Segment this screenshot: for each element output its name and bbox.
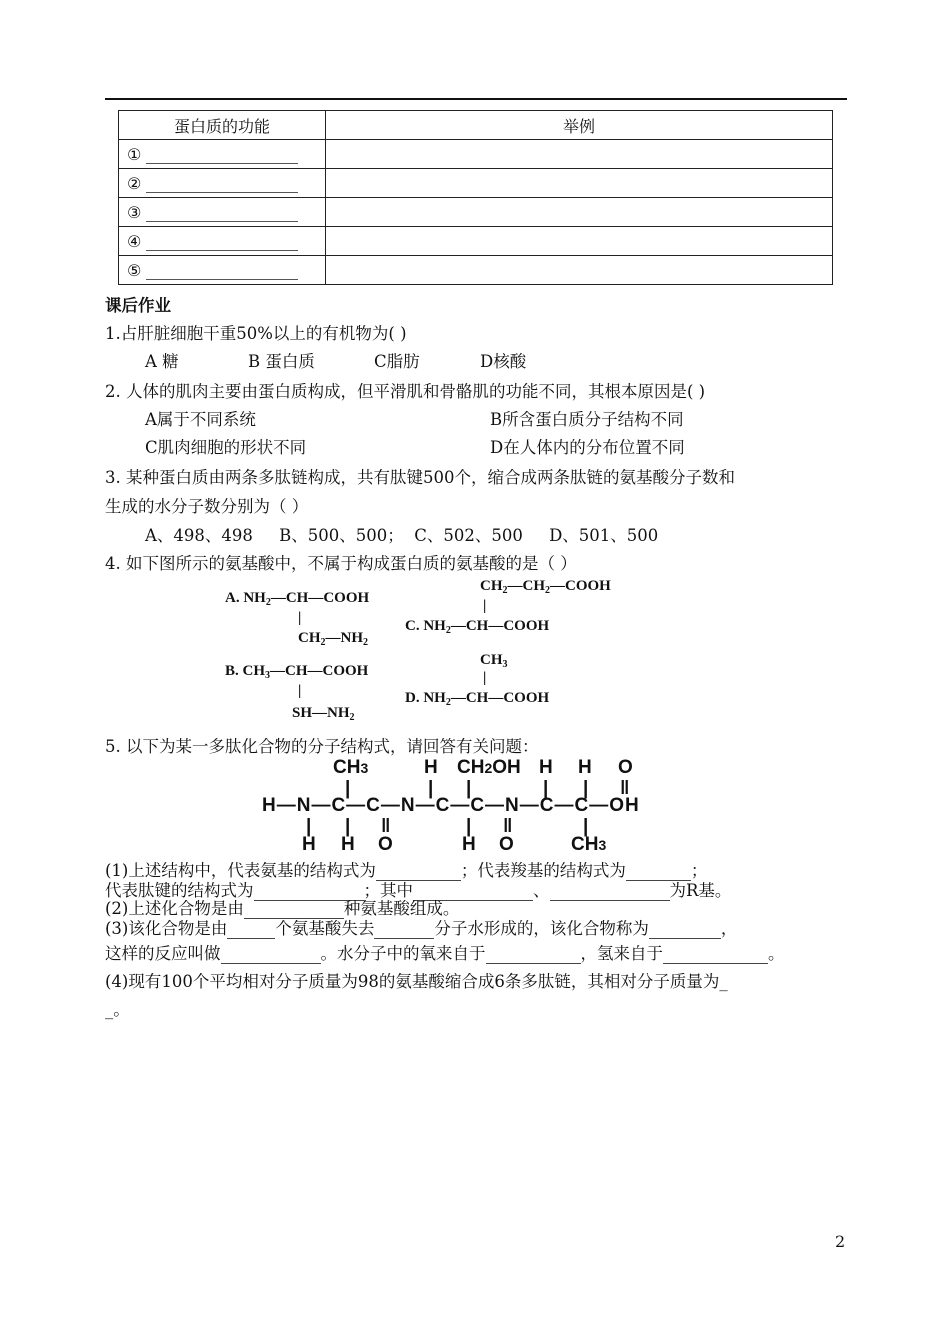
hydrogen-source-blank[interactable] <box>663 948 768 964</box>
oxygen-source-blank[interactable] <box>486 948 581 964</box>
amino-acid-b[interactable]: B. $CH_3—CH—COOH$ <box>225 663 369 681</box>
q2-stem: 2. 人体的肌肉主要由蛋白质构成，但平滑肌和骨骼肌的功能不同，其根本原因是( ) <box>105 382 706 401</box>
example-cell[interactable] <box>326 227 833 256</box>
row-marker: ⑤ <box>127 260 142 280</box>
header-rule <box>105 98 847 100</box>
q5-part4-end: _。 <box>105 1000 130 1019</box>
q5-part1-line1: (1)上述结构中，代表氨基的结构式为 ；代表羧基的结构式为 ； <box>105 861 708 880</box>
homework-title: 课后作业 <box>105 296 171 315</box>
fill-blank[interactable] <box>146 263 298 280</box>
q5-part3-line2: 这样的反应叫做 。水分子中的氧来自于 ，氢来自于 。 <box>105 944 785 963</box>
q2-option-a[interactable]: A属于不同系统 <box>145 410 256 429</box>
header-example: 举例 <box>326 111 833 140</box>
example-cell[interactable] <box>326 169 833 198</box>
header-function: 蛋白质的功能 <box>119 111 326 140</box>
q1-stem: 1.占肝脏细胞干重50%以上的有机物为( ) <box>105 324 407 343</box>
q4-stem: 4. 如下图所示的氨基酸中，不属于构成蛋白质的氨基酸的是（ ） <box>105 554 577 573</box>
row-marker: ① <box>127 144 142 164</box>
page-number: 2 <box>835 1232 846 1251</box>
q1-option-a[interactable]: A 糖 <box>145 352 179 371</box>
table-row <box>119 169 833 198</box>
q2-option-d[interactable]: D在人体内的分布位置不同 <box>490 438 685 457</box>
compound-name-blank[interactable] <box>649 923 721 939</box>
q3-stem-line1: 3. 某种蛋白质由两条多肽链构成，共有肽键500个，缩合成两条肽链的氨基酸分子数和 <box>105 468 735 487</box>
row-marker: ③ <box>127 202 142 222</box>
r-group-blank-2[interactable] <box>550 885 670 901</box>
amino-acid-a[interactable]: A. $NH_2—CH—COOH$ <box>225 590 370 608</box>
fill-blank[interactable] <box>146 205 298 222</box>
q5-part1-line2: 代表肽键的结构式为 ；其中 、 为R基。 <box>105 881 732 900</box>
table-header-row <box>119 111 833 140</box>
fill-blank[interactable] <box>146 147 298 164</box>
q1-option-d[interactable]: D核酸 <box>480 352 527 371</box>
example-cell[interactable] <box>326 198 833 227</box>
q5-part3-line1: (3)该化合物是由 个氨基酸失去 分子水形成的，该化合物称为 ， <box>105 919 738 938</box>
q5-part2: (2)上述化合物是由 种氨基酸组成。 <box>105 899 460 918</box>
fill-blank[interactable] <box>146 176 298 193</box>
amino-acid-d[interactable]: D. $NH_2—CH—COOH$ <box>405 690 550 708</box>
reaction-name-blank[interactable] <box>221 948 321 964</box>
table-row <box>119 140 833 169</box>
table-row <box>119 256 833 285</box>
example-cell[interactable] <box>326 140 833 169</box>
q1-option-c[interactable]: C脂肪 <box>374 352 420 371</box>
protein-function-table <box>118 110 833 285</box>
document-page: 蛋白质的功能 举例 ① ② ③ ④ ⑤ 课后作业 1.占肝脏细胞干重50%以上的有机物为( ) A 糖 B 蛋白质 C脂肪 D核酸 2. 人体的肌肉主要由蛋白质构成，但平滑肌和骨骼肌的功能不同，其根本原因是( ) A属于不同系统 B所含蛋白质分子结构不同 C肌肉细胞的形状不同 D在人体内的分布位置不同 3. 某种蛋白质由两条多肽链构成，共有肽键500个，缩合成两条肽链的氨基酸分子数和 生成的水分子数分别为（ ） A、498、498 B、500、500； C、502、500 D、501、500 4. 如下图所示的氨基酸中，不属于构成蛋白质的氨基酸的是（ ） A. $NH_2—CH—COOH$ | $CH_2—NH_2$ B. $CH_3—CH—COOH$ | $SH—NH_2$ $CH_2—CH_2—COOH$ | C. $NH_2—CH—COOH$ $CH_3$ | D. $NH_2—CH—COOH$ 5. 以下为某一多肽化合物的分子结构式，请回答有关问题： CH3 H CH2OH H H O | | | | | ‖ H—N—C—C—N—C—C—N—C—C—OH | | ‖ | ‖ | H H O H O CH3 (1)上述结构中，代表氨基的结构式为 ；代表羧基的结构式为 ； 代表肽键的结构式为 ；其中 、 为R基。 (2)上述化合物是由 种氨基酸组成。 (3)该化合物是由 个氨基酸失去 分子水形成的，该化合物称为 ， 这样的反应叫做 。水分子中的氧来自于 ，氢来自于 。 (4)现有100个平均相对分子质量为98的氨基酸缩合成6条多肽链，其相对分子质量为_ _。 2 <box>0 0 950 1342</box>
table-row <box>119 198 833 227</box>
water-count-blank[interactable] <box>374 923 434 939</box>
row-marker: ④ <box>127 231 142 251</box>
q1-option-b[interactable]: B 蛋白质 <box>248 352 315 371</box>
table-row <box>119 227 833 256</box>
example-cell[interactable] <box>326 256 833 285</box>
row-marker: ② <box>127 173 142 193</box>
q5-stem: 5. 以下为某一多肽化合物的分子结构式，请回答有关问题： <box>105 737 539 756</box>
q2-option-c[interactable]: C肌肉细胞的形状不同 <box>145 438 307 457</box>
fill-blank[interactable] <box>146 234 298 251</box>
q5-part4: (4)现有100个平均相对分子质量为98的氨基酸缩合成6条多肽链，其相对分子质量为_ <box>105 972 728 991</box>
peptide-main-chain: H—N—C—C—N—C—C—N—C—C—OH <box>262 795 640 816</box>
amino-acid-count-blank[interactable] <box>227 923 275 939</box>
q3-stem-line2: 生成的水分子数分别为（ ） <box>105 497 309 516</box>
amino-acid-c[interactable]: C. $NH_2—CH—COOH$ <box>405 618 550 636</box>
q2-option-b[interactable]: B所含蛋白质分子结构不同 <box>490 410 684 429</box>
q3-options[interactable]: A、498、498 B、500、500； C、502、500 D、501、500 <box>145 526 659 545</box>
